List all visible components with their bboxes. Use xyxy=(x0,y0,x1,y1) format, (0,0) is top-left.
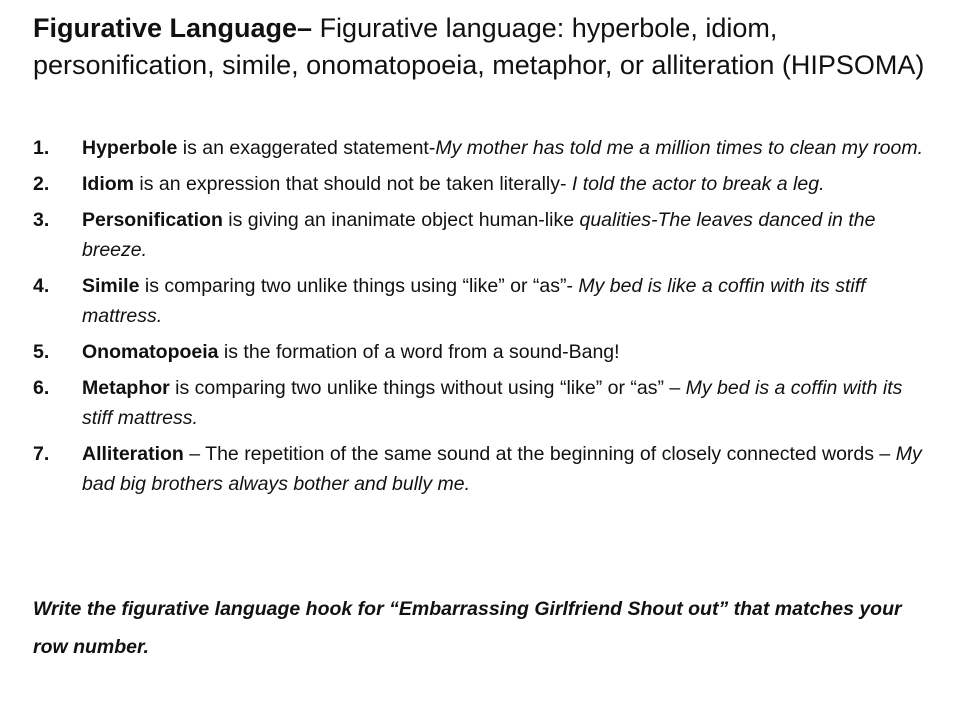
title-bold: Figurative Language– xyxy=(33,13,313,43)
title-rest: Figurative language: hyperbole, idiom, personification, simile, onomatopoeia, metaphor, or alliteration (HIPSOMA) xyxy=(33,13,925,80)
item-example: qualities-The leaves danced in the breeze. xyxy=(82,209,876,261)
item-definition: is comparing two unlike things using “like” or “as”- xyxy=(139,275,579,297)
list-item-hyperbole xyxy=(33,133,933,163)
item-number: 2. xyxy=(33,173,50,195)
item-definition: is giving an inanimate object human-like xyxy=(222,209,580,231)
item-number: 1. xyxy=(33,137,50,159)
item-term: Personification xyxy=(82,209,223,231)
item-number: 7. xyxy=(33,443,50,465)
item-definition: is comparing two unlike things without using “like” or “as” – xyxy=(169,377,686,399)
item-definition: is the formation of a word from a sound-Bang! xyxy=(218,341,620,363)
item-definition: is an exaggerated statement- xyxy=(177,137,436,159)
item-example: My mother has told me a million times to clean my room. xyxy=(435,137,924,159)
item-definition: is an expression that should not be taken literally- xyxy=(134,173,572,195)
item-term: Onomatopoeia xyxy=(82,341,219,363)
item-term: Metaphor xyxy=(82,377,170,399)
item-example: I told the actor to break a leg. xyxy=(571,173,825,195)
item-term: Hyperbole xyxy=(82,137,178,159)
item-term: Simile xyxy=(82,275,140,297)
item-term: Alliteration xyxy=(82,443,184,465)
item-example: My bed is a coffin with its stiff mattress. xyxy=(82,377,903,429)
list-item-simile xyxy=(33,271,933,331)
item-number: 5. xyxy=(33,341,50,363)
item-definition: – The repetition of the same sound at the beginning of closely connected words – xyxy=(183,443,896,465)
item-number: 4. xyxy=(33,275,50,297)
definition-list xyxy=(33,133,933,505)
list-item-alliteration xyxy=(33,439,933,499)
item-example: My bed is like a coffin with its stiff mattress. xyxy=(82,275,866,327)
list-item-metaphor xyxy=(33,373,933,433)
item-number: 6. xyxy=(33,377,50,399)
list-item-personification xyxy=(33,205,933,265)
item-term: Idiom xyxy=(82,173,134,195)
item-number: 3. xyxy=(33,209,50,231)
list-item-idiom xyxy=(33,169,933,199)
page-title xyxy=(33,10,933,84)
instruction-text: Write the figurative language hook for “Embarrassing Girlfriend Shout out” that matches your row number. xyxy=(33,598,902,658)
list-item-onomatopoeia xyxy=(33,337,933,367)
item-example: My bad big brothers always bother and bully me. xyxy=(82,443,922,495)
